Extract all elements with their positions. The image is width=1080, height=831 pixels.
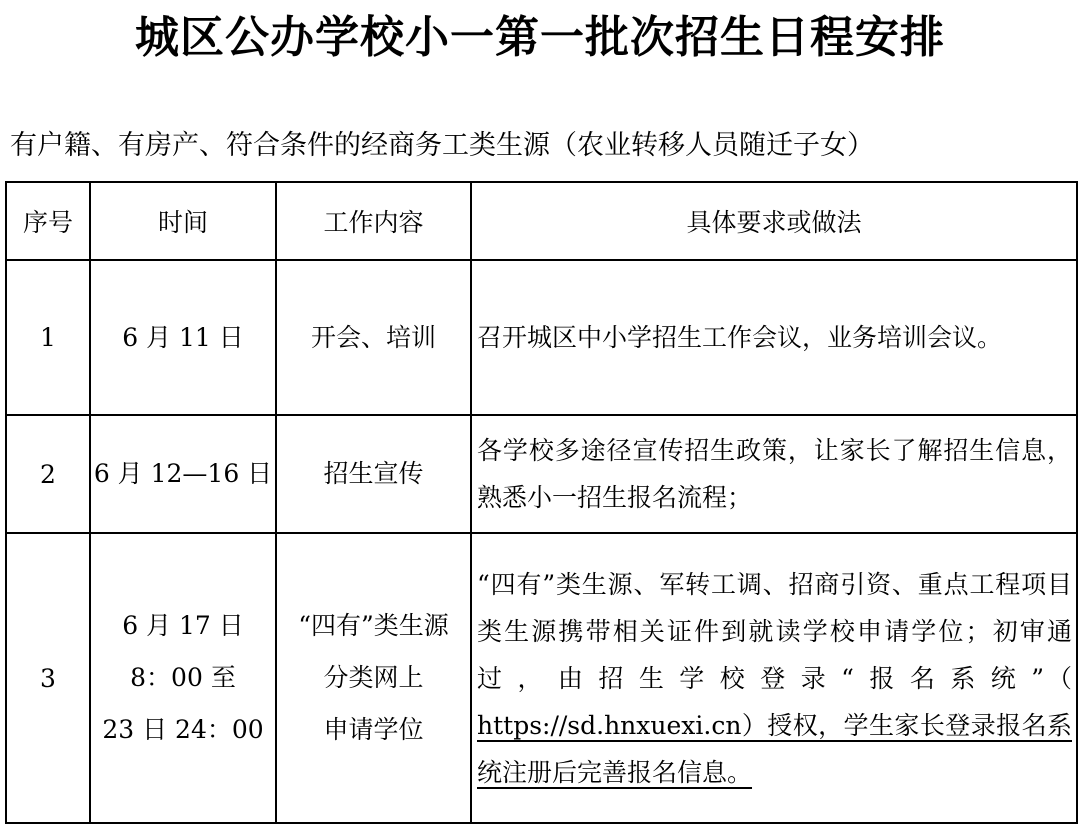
- header-time: 时间: [90, 182, 276, 260]
- row-time-line: 6 月 17 日: [122, 611, 244, 640]
- row-requirement-link-text: https://sd.hnxuexi.cn）授权，学生家长登录报名系统注册后完善报名信息。: [477, 710, 1072, 787]
- row-time-line: 23 日 24：00: [102, 715, 264, 744]
- row-index: 2: [6, 415, 90, 533]
- header-requirement: 具体要求或做法: [471, 182, 1077, 260]
- table-row: [6, 533, 1077, 823]
- row-requirement-text: 召开城区中小学招生工作会议，业务培训会议。: [477, 323, 1003, 352]
- row-task: [276, 260, 471, 415]
- header-index: 序号: [6, 182, 90, 260]
- row-time-line: 8：00 至: [130, 663, 236, 692]
- row-time-line: 6 月 12—16 日: [93, 459, 273, 488]
- row-task: [276, 415, 471, 533]
- row-index: 3: [6, 533, 90, 823]
- row-task-line: “四有”类生源: [298, 611, 449, 640]
- table-row: [6, 260, 1077, 415]
- row-requirement: [471, 415, 1077, 533]
- row-requirement-text: “四有”类生源、军转工调、招商引资、重点工程项目类生源携带相关证件到就读学校申请学位；初审通过，由招生学校登录“报名系统”（: [477, 569, 1072, 693]
- row-task: [276, 533, 471, 823]
- row-time: [90, 260, 276, 415]
- document-subtitle: 有户籍、有房产、符合条件的经商务工类生源（农业转移人员随迁子女）: [10, 130, 874, 161]
- row-task-line: 分类网上: [323, 663, 424, 692]
- document-title: 城区公办学校小一第一批次招生日程安排: [135, 12, 945, 63]
- header-task: 工作内容: [276, 182, 471, 260]
- row-requirement-text: 各学校多途径宣传招生政策，让家长了解招生信息，熟悉小一招生报名流程；: [477, 436, 1072, 512]
- row-time: [90, 533, 276, 823]
- row-requirement: [471, 260, 1077, 415]
- row-task-line: 开会、培训: [310, 322, 436, 352]
- table-header-row: [6, 182, 1077, 260]
- row-time-line: 6 月 11 日: [122, 322, 244, 352]
- schedule-table: [5, 181, 1078, 824]
- row-time: [90, 415, 276, 533]
- table-row: [6, 415, 1077, 533]
- row-requirement: [471, 533, 1077, 823]
- row-task-line: 申请学位: [323, 715, 424, 744]
- row-task-line: 招生宣传: [323, 459, 424, 488]
- row-index: 1: [6, 260, 90, 415]
